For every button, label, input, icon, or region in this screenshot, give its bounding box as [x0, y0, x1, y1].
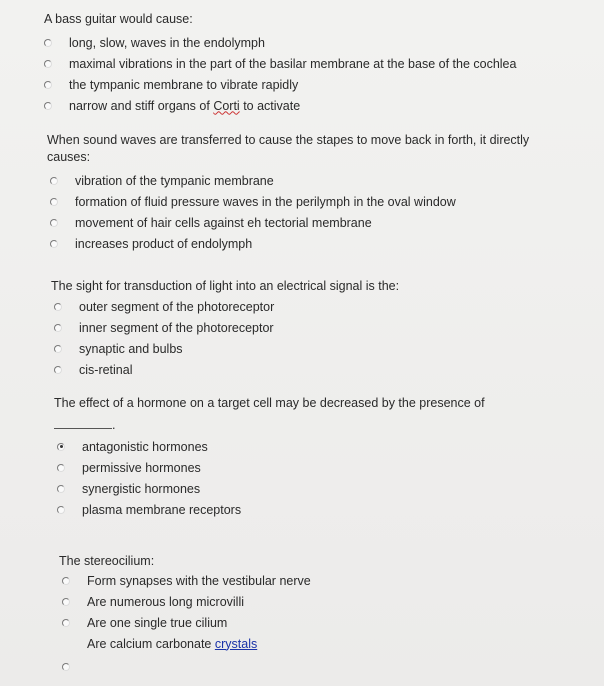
option-label: inner segment of the photoreceptor: [79, 320, 274, 335]
q2-option-2[interactable]: [50, 191, 587, 212]
q5-option-4[interactable]: [62, 633, 579, 654]
radio-button[interactable]: [44, 102, 52, 110]
q1-option-1[interactable]: [44, 32, 584, 53]
question-3: [51, 278, 581, 380]
radio-button[interactable]: [57, 464, 65, 472]
radio-button[interactable]: [62, 598, 70, 606]
question-4-prompt: The effect of a hormone on a target cell may be decreased by the presence of: [54, 396, 485, 410]
radio-button[interactable]: [54, 345, 62, 353]
option-label: permissive hormones: [82, 460, 201, 475]
question-1-prompt: A bass guitar would cause:: [44, 12, 193, 26]
option-label: outer segment of the photoreceptor: [79, 299, 275, 314]
question-5-prompt: The stereocilium:: [59, 554, 155, 568]
option-label: narrow and stiff organs of Corti to activate: [69, 98, 301, 113]
option-label: synergistic hormones: [82, 481, 201, 496]
option-label: increases product of endolymph: [75, 236, 253, 251]
q3-option-2[interactable]: [54, 317, 581, 338]
option-label: formation of fluid pressure waves in the perilymph in the oval window: [75, 194, 456, 209]
option-label: Form synapses with the vestibular nerve: [87, 573, 311, 588]
q4-option-1[interactable]: [57, 436, 584, 457]
q5-option-1[interactable]: [62, 570, 579, 591]
radio-button-selected[interactable]: [57, 443, 65, 451]
q4-option-4[interactable]: [57, 499, 584, 520]
q4-option-3[interactable]: [57, 478, 584, 499]
question-4: [54, 395, 584, 520]
crystals-link[interactable]: crystals: [214, 636, 258, 651]
q4-option-2[interactable]: [57, 457, 584, 478]
radio-button[interactable]: [57, 506, 65, 514]
radio-button[interactable]: [54, 366, 62, 374]
radio-button[interactable]: [44, 39, 52, 47]
q5-option-2[interactable]: [62, 591, 579, 612]
q3-option-4[interactable]: [54, 359, 581, 380]
question-2-prompt: When sound waves are transferred to cause the stapes to move back in forth, it directly causes:: [47, 133, 530, 164]
radio-button[interactable]: [62, 619, 70, 627]
q1-option-3[interactable]: [44, 74, 584, 95]
q1-option-4[interactable]: [44, 95, 584, 116]
spellcheck-word: Corti: [213, 98, 240, 113]
q5-option-3[interactable]: [62, 612, 579, 633]
question-2: [47, 132, 587, 254]
q2-option-3[interactable]: [50, 212, 587, 233]
option-label: movement of hair cells against eh tectorial membrane: [75, 215, 372, 230]
question-4-blank: .: [54, 414, 584, 434]
q3-option-1[interactable]: [54, 296, 581, 317]
question-5: [59, 553, 579, 677]
question-3-prompt: The sight for transduction of light into an electrical signal is the:: [51, 279, 400, 293]
option-label: plasma membrane receptors: [82, 502, 242, 517]
q1-option-2[interactable]: [44, 53, 584, 74]
radio-button[interactable]: [62, 577, 70, 585]
option-label: long, slow, waves in the endolymph: [69, 35, 265, 50]
question-1: [44, 11, 584, 116]
radio-button[interactable]: [50, 177, 58, 185]
option-label: maximal vibrations in the part of the basilar membrane at the base of the cochlea: [69, 56, 517, 71]
radio-button[interactable]: [62, 663, 70, 671]
option-label: the tympanic membrane to vibrate rapidly: [69, 77, 299, 92]
radio-button[interactable]: [50, 240, 58, 248]
option-label: Are one single true cilium: [87, 615, 228, 630]
q5-option-4-radio-row[interactable]: [62, 656, 579, 677]
q2-option-4[interactable]: [50, 233, 587, 254]
option-label: vibration of the tympanic membrane: [75, 173, 274, 188]
radio-button[interactable]: [50, 198, 58, 206]
option-label: cis-retinal: [79, 362, 133, 377]
option-label: antagonistic hormones: [82, 439, 208, 454]
radio-button[interactable]: [54, 303, 62, 311]
q2-option-1[interactable]: [50, 170, 587, 191]
radio-button[interactable]: [50, 219, 58, 227]
option-label: synaptic and bulbs: [79, 341, 183, 356]
radio-button[interactable]: [54, 324, 62, 332]
option-label: Are numerous long microvilli: [87, 594, 245, 609]
radio-button[interactable]: [44, 60, 52, 68]
radio-button[interactable]: [57, 485, 65, 493]
radio-button[interactable]: [44, 81, 52, 89]
answer-blank: [54, 414, 112, 429]
option-label: Are calcium carbonate crystals: [87, 636, 258, 651]
q3-option-3[interactable]: [54, 338, 581, 359]
